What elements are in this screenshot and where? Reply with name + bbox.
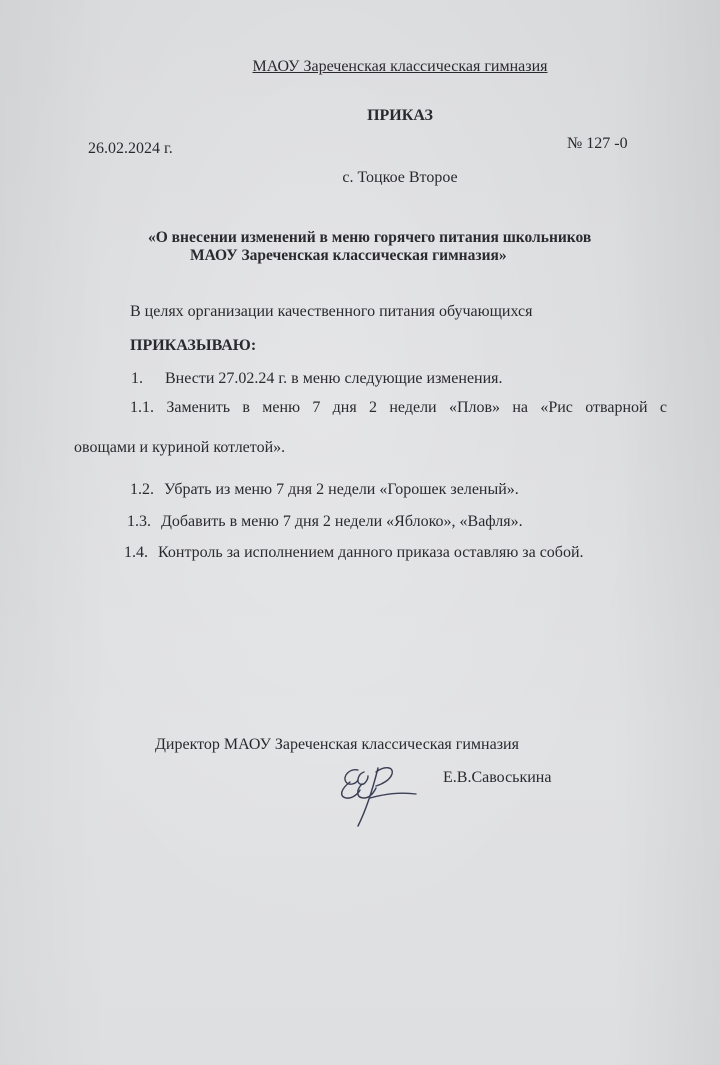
purpose-text: В целях организации качественного питания обучающихся [130,303,533,320]
document-title: ПРИКАЗ [367,107,433,124]
item-1-4 [124,543,584,563]
subject-line-2: МАОУ Зареченская классическая гимназия» [190,247,507,264]
document-date: 26.02.2024 г. [88,140,173,157]
item-1-3-text: Добавить в меню 7 дня 2 недели «Яблоко», «Вафля». [161,513,523,530]
item-1-1-line-1 [130,398,667,418]
item-1-2-text: Убрать из меню 7 дня 2 недели «Горошек зеленый». [164,481,519,498]
signature-image [328,758,423,830]
document-place: с. Тоцкое Второе [342,169,458,186]
item-1-4-number: 1.4. [124,544,148,561]
document-number: № 127 -0 [567,135,628,152]
organization-header: МАОУ Зареченская классическая гимназия [252,58,548,75]
item-1-number: 1. [131,370,143,387]
item-1-3 [127,512,523,532]
item-1-2 [130,480,519,500]
item-1-1-number: 1.1. [130,399,154,416]
item-1-3-number: 1.3. [127,513,151,530]
subject-line-1: «О внесении изменений в меню горячего питания школьников [148,229,592,246]
item-1-1-text: Заменить в меню 7 дня 2 недели «Плов» на «Рис отварной с [166,399,667,416]
item-1-2-number: 1.2. [130,481,154,498]
order-word: ПРИКАЗЫВАЮ: [130,337,257,354]
item-1-text: Внести 27.02.24 г. в меню следующие изменения. [165,370,503,387]
director-name: Е.В.Савоськина [443,769,552,786]
director-line: Директор МАОУ Зареченская классическая гимназия [155,736,519,753]
item-1-1-line-2: овощами и куриной котлетой». [74,439,286,456]
item-1-4-text: Контроль за исполнением данного приказа оставляю за собой. [158,544,584,561]
